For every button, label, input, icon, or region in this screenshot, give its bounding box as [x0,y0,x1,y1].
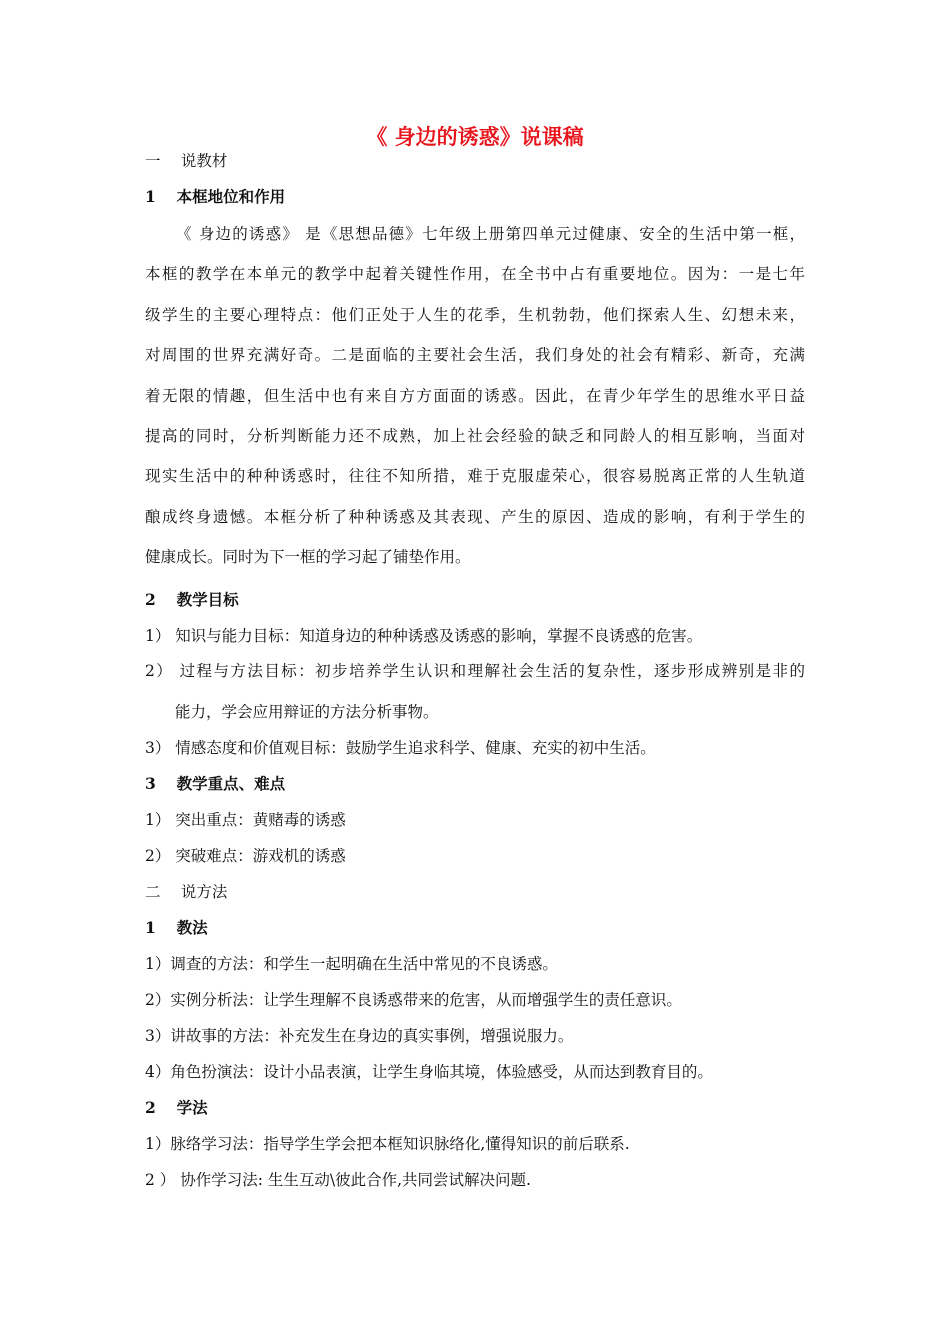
list-item: 2） 过程与方法目标：初步培养学生认识和理解社会生活的复杂性，逐步形成辨别是非的 [145,662,805,680]
paragraph-line: 酿成终身遗憾。本框分析了种种诱惑及其表现、产生的原因、造成的影响，有利于学生的 [145,507,805,526]
subheading-teaching-goals: 2 教学目标 [145,590,239,609]
list-item: 1）脉络学习法：指导学生学会把本框知识脉络化,懂得知识的前后联系. [145,1135,630,1153]
list-item: 3） 情感态度和价值观目标：鼓励学生追求科学、健康、充实的初中生活。 [145,739,656,757]
subheading-position-role: 1 本框地位和作用 [145,187,286,206]
paragraph-line: 级学生的主要心理特点：他们正处于人生的花季，生机勃勃，他们探索人生、幻想未来， [145,305,805,324]
paragraph-line: 提高的同时，分析判断能力还不成熟，加上社会经验的缺乏和同龄人的相互影响，当面对 [145,426,805,445]
section-heading-methods: 二 说方法 [145,883,228,901]
document-title: 《 身边的诱惑》说课稿 [366,124,584,149]
list-item: 1） 突出重点：黄赌毒的诱惑 [145,811,346,829]
list-item: 2）实例分析法：让学生理解不良诱惑带来的危害，从而增强学生的责任意识。 [145,991,682,1009]
list-item: 1） 知识与能力目标：知道身边的种种诱惑及诱惑的影响，掌握不良诱惑的危害。 [145,627,703,645]
list-item: 3）讲故事的方法：补充发生在身边的真实事例，增强说服力。 [145,1027,574,1045]
subheading-teaching-methods: 1 教法 [145,918,208,937]
paragraph-position-role [145,214,805,578]
list-item-continuation: 能力，学会应用辩证的方法分析事物。 [175,703,439,721]
list-item: 1）调查的方法：和学生一起明确在生活中常见的不良诱惑。 [145,955,558,973]
paragraph-line: 《 身边的诱惑》 是《思想品德》七年级上册第四单元过健康、安全的生活中第一框， [176,225,805,243]
paragraph-line: 现实生活中的种种诱惑时，往往不知所措，难于克服虚荣心，很容易脱离正常的人生轨道 [145,467,805,486]
paragraph-line: 健康成长。同时为下一框的学习起了铺垫作用。 [145,548,471,567]
subheading-key-difficult-points: 3 教学重点、难点 [145,774,286,793]
section-heading-textbook: 一 说教材 [145,152,228,170]
list-item: 2 ） 协作学习法: 生生互动\彼此合作,共同尝试解决问题. [145,1171,531,1189]
paragraph-line: 本框的教学在本单元的教学中起着关键性作用，在全书中占有重要地位。因为：一是七年 [145,265,805,284]
list-item: 2） 突破难点：游戏机的诱惑 [145,847,346,865]
paragraph-line: 对周围的世界充满好奇。二是面临的主要社会生活，我们身处的社会有精彩、新奇，充满 [145,346,805,365]
subheading-learning-methods: 2 学法 [145,1098,208,1117]
list-item: 4）角色扮演法：设计小品表演，让学生身临其境，体验感受，从而达到教育目的。 [145,1063,713,1081]
paragraph-line: 着无限的情趣，但生活中也有来自方方面面的诱惑。因此，在青少年学生的思维水平日益 [145,386,805,405]
